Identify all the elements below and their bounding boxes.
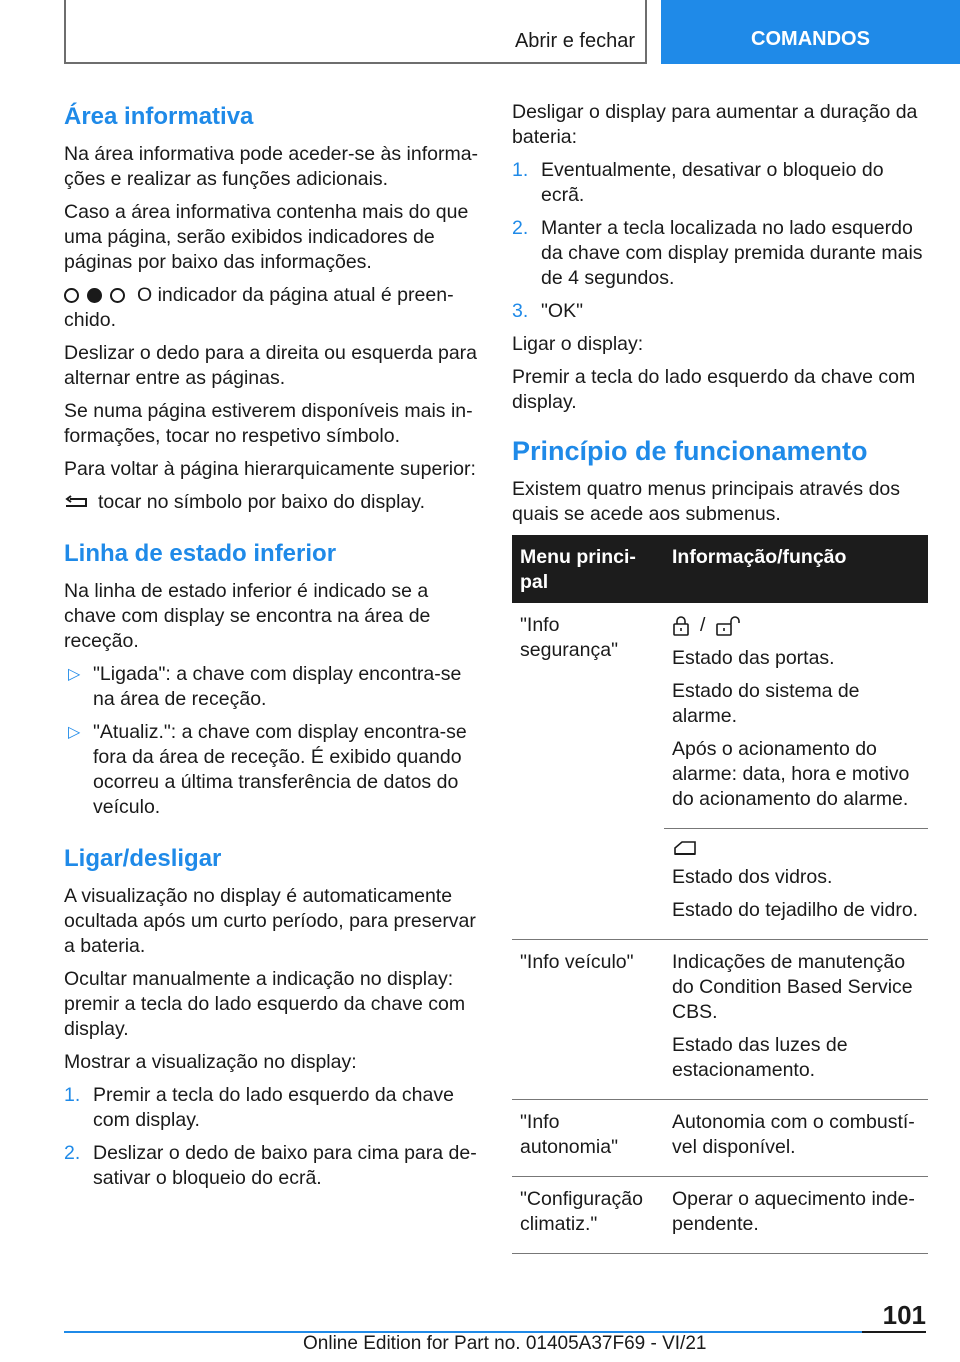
list-item: ▷ "Ligada": a chave com display encontra-se na área de receção. (68, 663, 462, 710)
back-paragraph (64, 490, 480, 515)
section-title-area-informativa: Área informativa (64, 103, 254, 130)
paragraph: Caso a área informativa contenha mais do que uma página, serão exibidos indicadores de páginas por baixo das informações. (64, 201, 469, 273)
list-item: ▷ "Atualiz.": a chave com display encontra-se fora da área de receção. É exibido quando ocorreu a última transferência de datos do veículo. (68, 721, 467, 818)
table-cell: Autonomia com o combustível disponível. (664, 1100, 928, 1177)
table-cell: Indicações de manutenção do Condition Based Service CBS. Estado das luzes de estacionamento. (664, 940, 928, 1100)
footer-edition: Online Edition for Part no. 01405A37F69 - VI/21 (303, 1333, 707, 1354)
table-header-cell: Menu principal (512, 535, 664, 603)
table-row (512, 1100, 928, 1177)
list-item: 1. Eventualmente, desativar o bloqueio do ecrã. (512, 159, 884, 206)
paragraph: A visualização no display é automaticamente ocultada após um curto período, para preservar a bateria. (64, 885, 476, 957)
paragraph-text: tocar no símbolo por baixo do display. (98, 491, 425, 513)
section-title-linha-estado: Linha de estado inferior (64, 540, 337, 567)
lock-open-icon (715, 615, 743, 637)
right-column (512, 100, 928, 1254)
triangle-bullet-icon: ▷ (68, 666, 81, 683)
left-column (64, 100, 480, 1199)
table-row (512, 940, 928, 1100)
table-cell: "Info veículo" (512, 940, 664, 1100)
dot-empty-icon (64, 288, 79, 303)
paragraph: Se numa página estiverem disponíveis mais informações, tocar no respetivo símbolo. (64, 400, 473, 447)
dot-empty-icon (110, 288, 125, 303)
page-indicator-dots-icon (64, 288, 125, 303)
table-header-row (512, 535, 928, 603)
header-chapter-tab: COMANDOS (661, 0, 960, 64)
paragraph: Mostrar a visualização no display: (64, 1051, 357, 1073)
paragraph: Ligar o display: (512, 333, 644, 355)
table-cell: "Info segurança" (512, 603, 664, 940)
paragraph: Existem quatro menus principais através dos quais se acede aos submenus. (512, 478, 901, 525)
list-item: 3. "OK" (512, 300, 584, 322)
list-item: 2. Deslizar o dedo de baixo para cima para desativar o bloqueio do ecrã. (64, 1142, 477, 1189)
paragraph: Na área informativa pode aceder-se às informações e realizar as funções adicionais. (64, 143, 479, 190)
table-row (512, 603, 928, 829)
section-title-ligar-desligar: Ligar/desligar (64, 845, 222, 872)
table-cell: Operar o aquecimento independente. (664, 1177, 928, 1254)
table-header-cell: Informação/função (664, 535, 928, 603)
table-cell: / Estado das portas. Estado do sistema de alarme. Após o acionamento do alarme: data, hora e motivo do acionamento do alarme. (664, 603, 928, 829)
lock-icons (672, 613, 920, 638)
paragraph: Para voltar à página hierarquicamente superior: (64, 458, 476, 480)
page-number: 101 (882, 1300, 926, 1330)
back-arrow-icon (64, 495, 88, 511)
paragraph: Desligar o display para aumentar a duração da bateria: (512, 101, 918, 148)
numbered-list (512, 158, 928, 324)
menu-table (512, 535, 928, 1254)
page-indicator-paragraph (64, 283, 480, 333)
paragraph: Na linha de estado inferior é indicado se a chave com display se encontra na área de receção. (64, 580, 431, 652)
triangle-bullet-icon: ▷ (68, 724, 81, 741)
window-icon (672, 839, 698, 857)
paragraph: Ocultar manualmente a indicação no display: premir a tecla do lado esquerdo da chave com display. (64, 968, 466, 1040)
header-section-title: Abrir e fechar (514, 30, 635, 52)
status-list (64, 662, 480, 820)
paragraph-text: O indicador da página atual é preenchido. (64, 284, 454, 331)
paragraph: Deslizar o dedo para a direita ou esquerda para alternar entre as páginas. (64, 342, 478, 389)
slash-text: / (700, 614, 706, 636)
list-item: 1. Premir a tecla do lado esquerdo da chave com display. (64, 1084, 454, 1131)
table-row (512, 1177, 928, 1254)
table-cell: Estado dos vidros. Estado do tejadilho de vidro. (664, 829, 928, 940)
lock-closed-icon (672, 615, 690, 637)
table-cell: "Info autonomia" (512, 1100, 664, 1177)
list-item: 2. Manter a tecla localizada no lado esquerdo da chave com display premida durante mais de 4 segundos. (512, 217, 923, 289)
table-cell: "Configuração climatiz." (512, 1177, 664, 1254)
numbered-list (64, 1083, 480, 1191)
footer-rule-dark (862, 1331, 926, 1333)
dot-filled-icon (87, 288, 102, 303)
paragraph: Premir a tecla do lado esquerdo da chave com display. (512, 366, 916, 413)
section-title-principio: Princípio de funcionamento (512, 436, 868, 466)
